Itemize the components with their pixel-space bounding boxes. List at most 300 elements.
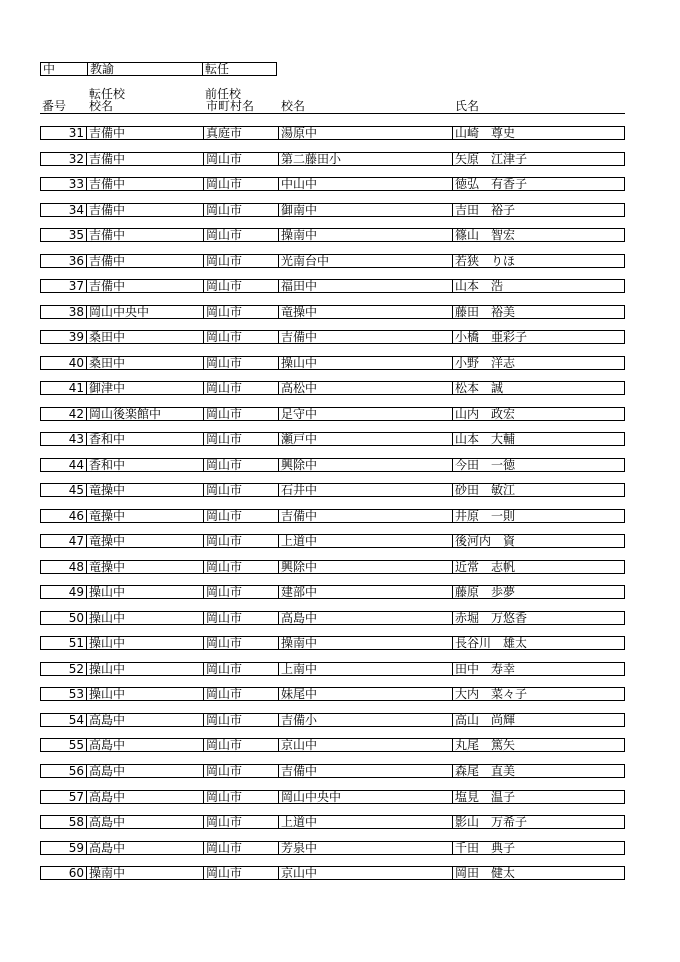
cell-divider (86, 178, 87, 190)
cell-name: 篠山 智宏 (455, 228, 516, 242)
table-row (40, 790, 625, 804)
cell-divider (203, 484, 204, 496)
cell-city: 岡山市 (206, 534, 243, 548)
cell-divider (203, 739, 204, 751)
table-row (40, 611, 625, 625)
cell-divider (278, 306, 279, 318)
cell-number: 59 (68, 841, 84, 855)
cell-divider (452, 586, 453, 598)
cell-divider (278, 586, 279, 598)
cell-divider (86, 433, 87, 445)
cell-divider (86, 714, 87, 726)
cell-divider (203, 637, 204, 649)
cell-number: 43 (68, 432, 84, 446)
cell-divider (278, 127, 279, 139)
cell-number: 56 (68, 764, 84, 778)
cell-name: 近常 志帆 (455, 560, 516, 574)
cell-new-school: 高島中 (89, 790, 126, 804)
table-row (40, 509, 625, 523)
cell-divider (203, 357, 204, 369)
cell-prev-school: 足守中 (281, 407, 318, 421)
cell-prev-school: 瀬戸中 (281, 432, 318, 446)
cell-city: 岡山市 (206, 381, 243, 395)
cell-divider (203, 561, 204, 573)
cell-divider (452, 178, 453, 190)
cell-divider (452, 714, 453, 726)
cell-name: 山本 浩 (455, 279, 504, 293)
cell-number: 60 (68, 866, 84, 880)
cell-name: 塩見 温子 (455, 790, 516, 804)
cell-new-school: 岡山後楽館中 (89, 407, 162, 421)
cell-divider (278, 561, 279, 573)
cell-new-school: 香和中 (89, 458, 126, 472)
cell-divider (452, 382, 453, 394)
cell-divider (86, 382, 87, 394)
cell-prev-school: 吉備中 (281, 330, 318, 344)
cell-divider (86, 612, 87, 624)
cell-city: 岡山市 (206, 636, 243, 650)
cell-city: 岡山市 (206, 611, 243, 625)
cell-new-school: 操山中 (89, 662, 126, 676)
cell-divider (86, 867, 87, 879)
cell-divider (452, 765, 453, 777)
cell-divider (86, 561, 87, 573)
table-row (40, 330, 625, 344)
cell-number: 51 (68, 636, 84, 650)
category-position: 教諭 (88, 63, 203, 75)
cell-divider (203, 612, 204, 624)
cell-divider (278, 255, 279, 267)
cell-name: 山本 大輔 (455, 432, 516, 446)
cell-divider (452, 663, 453, 675)
table-row (40, 254, 625, 268)
cell-prev-school: 吉備中 (281, 764, 318, 778)
cell-divider (278, 204, 279, 216)
cell-divider (86, 739, 87, 751)
cell-name: 若狭 りほ (455, 254, 516, 268)
cell-divider (86, 408, 87, 420)
cell-divider (203, 153, 204, 165)
cell-divider (278, 663, 279, 675)
table-header (40, 100, 625, 114)
cell-divider (86, 280, 87, 292)
cell-city: 岡山市 (206, 356, 243, 370)
table-row (40, 381, 625, 395)
cell-divider (278, 637, 279, 649)
category-box (40, 62, 277, 76)
cell-divider (452, 204, 453, 216)
cell-city: 真庭市 (206, 126, 243, 140)
cell-city: 岡山市 (206, 790, 243, 804)
cell-divider (278, 816, 279, 828)
cell-divider (86, 663, 87, 675)
cell-name: 影山 万希子 (455, 815, 528, 829)
cell-name: 岡田 健太 (455, 866, 516, 880)
cell-new-school: 高島中 (89, 713, 126, 727)
cell-divider (278, 714, 279, 726)
table-row (40, 432, 625, 446)
cell-number: 31 (68, 126, 84, 140)
cell-divider (452, 688, 453, 700)
table-row (40, 713, 625, 727)
cell-divider (203, 842, 204, 854)
cell-divider (278, 178, 279, 190)
cell-city: 岡山市 (206, 407, 243, 421)
cell-name: 藤田 裕美 (455, 305, 516, 319)
table-row (40, 203, 625, 217)
cell-new-school: 操南中 (89, 866, 126, 880)
cell-divider (278, 867, 279, 879)
cell-new-school: 高島中 (89, 738, 126, 752)
cell-name: 山内 政宏 (455, 407, 516, 421)
cell-city: 岡山市 (206, 279, 243, 293)
cell-name: 赤堀 万悠香 (455, 611, 528, 625)
cell-name: 徳弘 有香子 (455, 177, 528, 191)
table-row (40, 228, 625, 242)
cell-prev-school: 湯原中 (281, 126, 318, 140)
cell-divider (452, 791, 453, 803)
cell-name: 今田 一徳 (455, 458, 516, 472)
table-row (40, 152, 625, 166)
cell-divider (203, 229, 204, 241)
cell-new-school: 竜操中 (89, 560, 126, 574)
cell-new-school: 御津中 (89, 381, 126, 395)
table-row (40, 534, 625, 548)
cell-divider (203, 510, 204, 522)
cell-prev-school: 高松中 (281, 381, 318, 395)
table-row (40, 305, 625, 319)
cell-divider (86, 127, 87, 139)
cell-number: 49 (68, 585, 84, 599)
cell-name: 山崎 尊史 (455, 126, 516, 140)
cell-city: 岡山市 (206, 432, 243, 446)
group-label-prev-school: 前任校 (205, 87, 242, 101)
cell-divider (86, 357, 87, 369)
cell-divider (203, 382, 204, 394)
cell-prev-school: 吉備小 (281, 713, 318, 727)
cell-city: 岡山市 (206, 841, 243, 855)
header-city: 市町村名 (206, 99, 255, 113)
cell-number: 46 (68, 509, 84, 523)
cell-divider (203, 459, 204, 471)
cell-city: 岡山市 (206, 662, 243, 676)
cell-divider (86, 765, 87, 777)
cell-prev-school: 岡山中央中 (281, 790, 342, 804)
cell-city: 岡山市 (206, 228, 243, 242)
cell-prev-school: 妹尾中 (281, 687, 318, 701)
cell-divider (203, 178, 204, 190)
cell-new-school: 操山中 (89, 636, 126, 650)
cell-divider (452, 612, 453, 624)
cell-number: 58 (68, 815, 84, 829)
cell-number: 54 (68, 713, 84, 727)
cell-new-school: 高島中 (89, 841, 126, 855)
cell-new-school: 操山中 (89, 687, 126, 701)
cell-city: 岡山市 (206, 687, 243, 701)
cell-city: 岡山市 (206, 152, 243, 166)
cell-city: 岡山市 (206, 203, 243, 217)
cell-prev-school: 京山中 (281, 738, 318, 752)
cell-new-school: 桑田中 (89, 356, 126, 370)
cell-divider (278, 459, 279, 471)
table-row (40, 585, 625, 599)
cell-number: 35 (68, 228, 84, 242)
cell-divider (452, 510, 453, 522)
cell-new-school: 高島中 (89, 764, 126, 778)
table-row (40, 764, 625, 778)
cell-divider (203, 433, 204, 445)
table-row (40, 560, 625, 574)
cell-divider (452, 255, 453, 267)
cell-divider (203, 688, 204, 700)
cell-city: 岡山市 (206, 713, 243, 727)
cell-divider (86, 586, 87, 598)
cell-divider (278, 382, 279, 394)
cell-divider (278, 765, 279, 777)
cell-name: 後河内 資 (455, 534, 516, 548)
cell-new-school: 竜操中 (89, 534, 126, 548)
cell-number: 45 (68, 483, 84, 497)
cell-divider (203, 765, 204, 777)
cell-divider (86, 816, 87, 828)
cell-divider (278, 229, 279, 241)
cell-divider (203, 714, 204, 726)
cell-divider (86, 331, 87, 343)
cell-prev-school: 御南中 (281, 203, 318, 217)
cell-divider (452, 357, 453, 369)
cell-divider (278, 280, 279, 292)
cell-name: 高山 尚輝 (455, 713, 516, 727)
cell-city: 岡山市 (206, 330, 243, 344)
cell-name: 丸尾 篤矢 (455, 738, 516, 752)
cell-city: 岡山市 (206, 815, 243, 829)
cell-city: 岡山市 (206, 764, 243, 778)
cell-city: 岡山市 (206, 177, 243, 191)
header-number: 番号 (42, 99, 67, 113)
cell-prev-school: 上道中 (281, 534, 318, 548)
cell-name: 長谷川 雄太 (455, 636, 528, 650)
cell-new-school: 吉備中 (89, 254, 126, 268)
cell-divider (452, 867, 453, 879)
cell-divider (86, 510, 87, 522)
cell-prev-school: 操南中 (281, 228, 318, 242)
cell-name: 小橋 亜彩子 (455, 330, 528, 344)
cell-prev-school: 興除中 (281, 458, 318, 472)
cell-divider (452, 280, 453, 292)
cell-new-school: 竜操中 (89, 509, 126, 523)
header-prev-school: 校名 (281, 99, 306, 113)
cell-number: 55 (68, 738, 84, 752)
cell-new-school: 香和中 (89, 432, 126, 446)
cell-prev-school: 芳泉中 (281, 841, 318, 855)
cell-number: 32 (68, 152, 84, 166)
cell-divider (203, 306, 204, 318)
cell-name: 千田 典子 (455, 841, 516, 855)
cell-divider (203, 816, 204, 828)
cell-divider (86, 153, 87, 165)
cell-prev-school: 興除中 (281, 560, 318, 574)
table-row (40, 738, 625, 752)
cell-number: 39 (68, 330, 84, 344)
cell-city: 岡山市 (206, 509, 243, 523)
cell-new-school: 吉備中 (89, 228, 126, 242)
cell-divider (278, 408, 279, 420)
table-row (40, 662, 625, 676)
cell-number: 57 (68, 790, 84, 804)
cell-new-school: 吉備中 (89, 203, 126, 217)
cell-divider (203, 663, 204, 675)
cell-number: 53 (68, 687, 84, 701)
cell-prev-school: 中山中 (281, 177, 318, 191)
cell-divider (86, 484, 87, 496)
cell-divider (203, 791, 204, 803)
cell-divider (278, 612, 279, 624)
cell-new-school: 吉備中 (89, 126, 126, 140)
cell-number: 38 (68, 305, 84, 319)
cell-divider (203, 535, 204, 547)
cell-divider (452, 127, 453, 139)
cell-city: 岡山市 (206, 866, 243, 880)
cell-divider (278, 739, 279, 751)
cell-divider (278, 791, 279, 803)
cell-new-school: 岡山中央中 (89, 305, 150, 319)
cell-city: 岡山市 (206, 254, 243, 268)
cell-divider (278, 433, 279, 445)
cell-divider (86, 791, 87, 803)
cell-prev-school: 福田中 (281, 279, 318, 293)
cell-divider (86, 688, 87, 700)
cell-number: 50 (68, 611, 84, 625)
cell-name: 小野 洋志 (455, 356, 516, 370)
cell-divider (203, 127, 204, 139)
cell-prev-school: 操南中 (281, 636, 318, 650)
table-row (40, 687, 625, 701)
cell-divider (86, 535, 87, 547)
cell-divider (203, 280, 204, 292)
cell-divider (452, 637, 453, 649)
cell-city: 岡山市 (206, 305, 243, 319)
cell-divider (452, 306, 453, 318)
table-row (40, 407, 625, 421)
cell-divider (452, 433, 453, 445)
cell-new-school: 桑田中 (89, 330, 126, 344)
cell-divider (203, 204, 204, 216)
cell-name: 松本 誠 (455, 381, 504, 395)
cell-prev-school: 上道中 (281, 815, 318, 829)
cell-prev-school: 建部中 (281, 585, 318, 599)
cell-city: 岡山市 (206, 560, 243, 574)
cell-city: 岡山市 (206, 483, 243, 497)
cell-name: 吉田 裕子 (455, 203, 516, 217)
table-row (40, 177, 625, 191)
cell-number: 44 (68, 458, 84, 472)
cell-divider (452, 331, 453, 343)
cell-prev-school: 石井中 (281, 483, 318, 497)
category-school-level: 中 (41, 63, 88, 75)
cell-name: 井原 一則 (455, 509, 516, 523)
cell-prev-school: 吉備中 (281, 509, 318, 523)
cell-prev-school: 光南台中 (281, 254, 330, 268)
cell-city: 岡山市 (206, 585, 243, 599)
cell-divider (86, 306, 87, 318)
cell-divider (278, 535, 279, 547)
cell-prev-school: 操山中 (281, 356, 318, 370)
cell-new-school: 高島中 (89, 815, 126, 829)
cell-divider (452, 842, 453, 854)
cell-new-school: 吉備中 (89, 177, 126, 191)
cell-prev-school: 上南中 (281, 662, 318, 676)
cell-new-school: 吉備中 (89, 152, 126, 166)
cell-name: 矢原 江津子 (455, 152, 528, 166)
cell-number: 42 (68, 407, 84, 421)
cell-city: 岡山市 (206, 738, 243, 752)
cell-divider (452, 459, 453, 471)
cell-divider (452, 535, 453, 547)
cell-divider (203, 331, 204, 343)
cell-divider (203, 867, 204, 879)
table-row (40, 458, 625, 472)
cell-name: 森尾 直美 (455, 764, 516, 778)
cell-prev-school: 京山中 (281, 866, 318, 880)
cell-number: 36 (68, 254, 84, 268)
cell-city: 岡山市 (206, 458, 243, 472)
cell-divider (86, 842, 87, 854)
group-label-new-school: 転任校 (89, 87, 126, 101)
cell-divider (278, 331, 279, 343)
cell-name: 大内 菜々子 (455, 687, 528, 701)
cell-prev-school: 竜操中 (281, 305, 318, 319)
cell-new-school: 吉備中 (89, 279, 126, 293)
cell-divider (452, 484, 453, 496)
table-row (40, 636, 625, 650)
cell-divider (452, 816, 453, 828)
cell-divider (86, 204, 87, 216)
cell-divider (278, 688, 279, 700)
cell-prev-school: 第二藤田小 (281, 152, 342, 166)
cell-number: 41 (68, 381, 84, 395)
cell-number: 37 (68, 279, 84, 293)
cell-divider (86, 459, 87, 471)
cell-new-school: 竜操中 (89, 483, 126, 497)
cell-new-school: 操山中 (89, 585, 126, 599)
table-row (40, 841, 625, 855)
table-row (40, 356, 625, 370)
cell-divider (278, 357, 279, 369)
table-row (40, 815, 625, 829)
cell-divider (203, 586, 204, 598)
cell-divider (86, 637, 87, 649)
cell-divider (452, 408, 453, 420)
cell-new-school: 操山中 (89, 611, 126, 625)
cell-divider (278, 484, 279, 496)
cell-divider (278, 153, 279, 165)
cell-divider (452, 561, 453, 573)
cell-divider (203, 255, 204, 267)
cell-name: 藤原 歩夢 (455, 585, 516, 599)
cell-divider (86, 255, 87, 267)
header-name: 氏名 (455, 99, 480, 113)
cell-divider (452, 153, 453, 165)
header-school: 校名 (89, 99, 114, 113)
table-row (40, 483, 625, 497)
cell-number: 33 (68, 177, 84, 191)
cell-number: 40 (68, 356, 84, 370)
cell-divider (452, 229, 453, 241)
cell-name: 砂田 敏江 (455, 483, 516, 497)
cell-divider (278, 842, 279, 854)
table-row (40, 279, 625, 293)
cell-divider (86, 229, 87, 241)
